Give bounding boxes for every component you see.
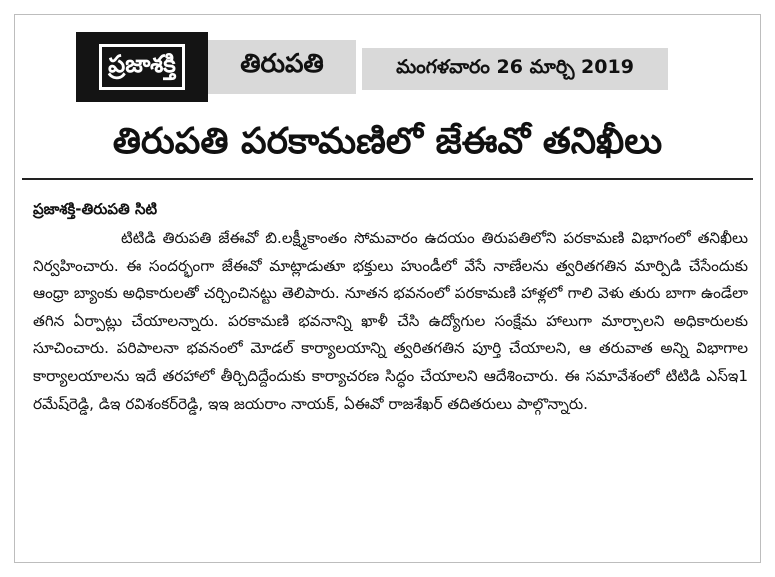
newspaper-logo bbox=[76, 32, 208, 102]
article-dateline: ప్రజాశక్తి-తిరుపతి సిటి bbox=[33, 200, 158, 218]
logo-text: ప్రజాశక్తి bbox=[99, 44, 185, 90]
article-headline: తిరుపతి పరకామణిలో జేఈవో తనిఖీలు bbox=[112, 121, 663, 162]
article-body bbox=[33, 225, 748, 418]
headline-divider bbox=[22, 178, 753, 180]
publication-date: మంగళవారం 26 మార్చి 2019 bbox=[362, 48, 668, 90]
edition-city: తిరుపతి bbox=[208, 40, 356, 94]
article-paragraph: టిటిడి తిరుపతి జేఈవో బి.లక్ష్మీకాంతం సోమవారం ఉదయం తిరుపతిలోని పరకామణి విభాగంలో తనిఖీలు నిర్వహించారు. ఈ సందర్భంగా జేఈవో మాట్లాడుతూ భక్తులు హుండీలో వేసే నాణేలను త్వరితగతిన మార్పిడి చేసేందుకు ఆంధ్రా బ్యాంకు అధికారులతో చర్చించినట్టు తెలిపారు. నూతన భవనంలో పరకామణి హాళ్లలో గాలి వెళు తురు బాగా ఉండేలా తగిన ఏర్పాట్లు చేయాలన్నారు. పరకామణి భవనాన్ని ఖాళీ చేసి ఉద్యోగుల సంక్షేమ హాలుగా మార్చాలని అధికారులకు సూచించారు. పరిపాలనా భవనంలో మోడల్ కార్యాలయాన్ని త్వరితగతిన పూర్తి చేయాలని, ఆ తరువాత అన్ని విభాగాల కార్యాలయాలను ఇదే తరహాలో తీర్చిదిద్దేందుకు కార్యాచరణ సిద్ధం చేయాలని ఆదేశించారు. ఈ సమావేశంలో టిటిడి ఎస్ఇ1 రమేష్‌రెడ్డి, డిఇ రవిశంకర్‌రెడ్డి, ఇఇ జయరాం నాయక్, ఏఈవో రాజశేఖర్ తదితరులు పాల్గొన్నారు. bbox=[33, 229, 748, 413]
